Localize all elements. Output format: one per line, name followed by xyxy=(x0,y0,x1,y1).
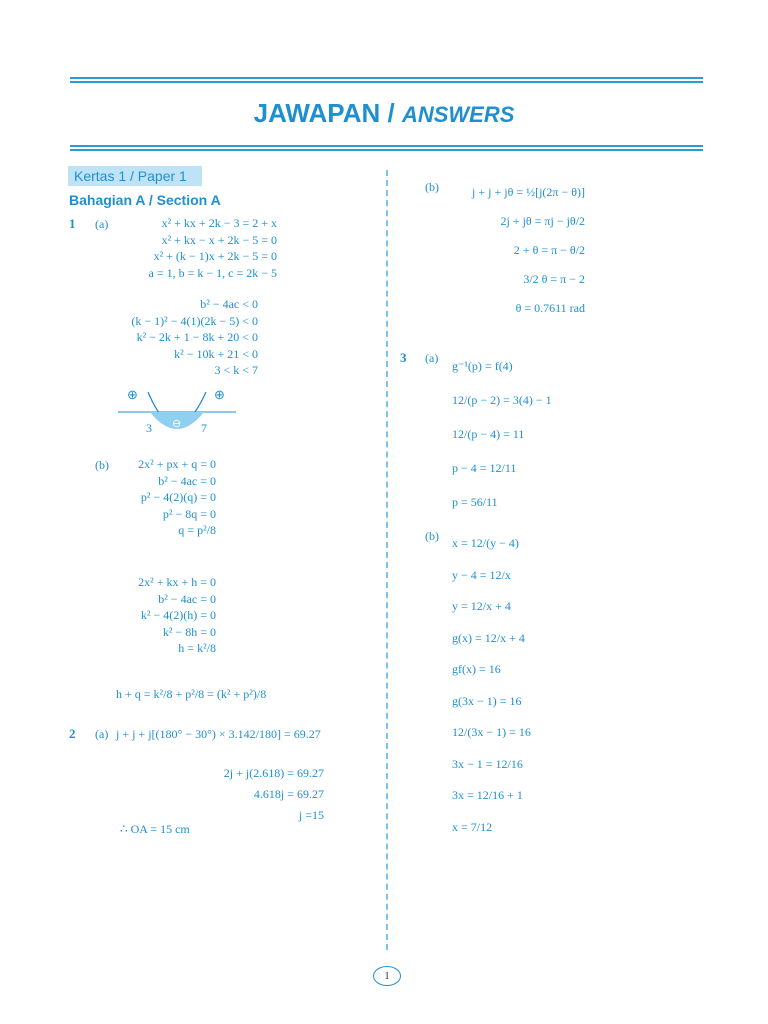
equation-line: g(x) = 12/x + 4 xyxy=(452,630,525,645)
equation-line: 2j + jθ = πj − jθ/2 xyxy=(500,214,585,228)
equation-line: b² − 4ac = 0 xyxy=(158,591,216,606)
q3-number: 3 xyxy=(400,350,407,365)
equation-line: j + j + jθ = ½[j(2π − θ)] xyxy=(472,185,585,199)
page-number: 1 xyxy=(373,966,401,986)
equation-line: k² − 4(2)(h) = 0 xyxy=(140,608,216,622)
top-rule-1 xyxy=(70,77,703,79)
equation-line: 12/(3x − 1) = 16 xyxy=(452,725,531,739)
q2a-label: (a) xyxy=(95,727,109,741)
equation-line: b² − 4ac = 0 xyxy=(158,473,216,488)
equation-line: 3 < k < 7 xyxy=(214,363,258,377)
q2b-label: (b) xyxy=(425,180,439,194)
equation-line: (k − 1)² − 4(1)(2k − 5) < 0 xyxy=(131,313,258,328)
column-divider xyxy=(386,170,388,950)
q1a-inequality-working xyxy=(112,296,258,379)
equation-line: x = 7/12 xyxy=(452,819,493,834)
equation-line: x² + kx − x + 2k − 5 = 0 xyxy=(161,232,277,247)
equation-line: θ = 0.7611 rad xyxy=(515,301,585,315)
page-title xyxy=(0,98,768,129)
q1a-working xyxy=(112,215,277,281)
q3b-working xyxy=(452,528,531,843)
equation-line: 2j + j(2.618) = 69.27 xyxy=(223,766,324,780)
q1a-label: (a) xyxy=(95,217,109,231)
equation-line: gf(x) = 16 xyxy=(452,662,501,676)
section-label: Bahagian A / Section A xyxy=(69,192,221,208)
equation-line: x² + (k − 1)x + 2k − 5 = 0 xyxy=(153,249,277,263)
q1b-final: h + q = k²/8 + p²/8 = (k² + p²)/8 xyxy=(116,687,267,701)
q1b-working-2 xyxy=(112,574,216,657)
equation-line: h = k²/8 xyxy=(178,641,216,655)
graph-plus-left: ⊕ xyxy=(127,387,138,402)
equation-line: x = 12/(y − 4) xyxy=(452,536,519,550)
equation-line: 12/(p − 2) = 3(4) − 1 xyxy=(452,393,552,407)
equation-line: k² − 8h = 0 xyxy=(162,624,216,639)
equation-line: k² − 2k + 1 − 8k + 20 < 0 xyxy=(136,330,258,344)
equation-line: q = p²/8 xyxy=(178,523,216,537)
equation-line: 4.618j = 69.27 xyxy=(253,787,324,801)
q3a-working xyxy=(452,349,552,519)
title-rule-2 xyxy=(70,149,703,151)
q2-number: 2 xyxy=(69,726,76,741)
equation-line: b² − 4ac < 0 xyxy=(200,297,258,311)
q1b-working xyxy=(112,456,216,539)
equation-line: p² − 4(2)(q) = 0 xyxy=(140,490,216,504)
title-rule-1 xyxy=(70,145,703,147)
title-main: JAWAPAN / xyxy=(253,98,402,128)
equation-line: p² − 8q = 0 xyxy=(162,506,216,521)
equation-line: y = 12/x + 4 xyxy=(452,599,511,613)
equation-line: p − 4 = 12/11 xyxy=(452,461,517,475)
equation-line: y − 4 = 12/x xyxy=(452,567,511,582)
q1b-label: (b) xyxy=(95,458,109,472)
equation-line: a = 1, b = k − 1, c = 2k − 5 xyxy=(148,265,277,280)
equation-line: j =15 xyxy=(298,808,324,822)
graph-root-3: 3 xyxy=(146,421,152,435)
q3b-label: (b) xyxy=(425,529,439,543)
equation-line: k² − 10k + 21 < 0 xyxy=(174,346,258,361)
q3a-label: (a) xyxy=(425,351,439,365)
equation-line: g⁻¹(p) = f(4) xyxy=(452,359,513,373)
equation-line: 2 + θ = π − θ/2 xyxy=(513,243,585,257)
top-rule-2 xyxy=(70,81,703,83)
graph-plus-right: ⊕ xyxy=(214,387,225,402)
paper-label: Kertas 1 / Paper 1 xyxy=(68,166,202,186)
equation-line: 3/2 θ = π − 2 xyxy=(523,272,585,286)
equation-line: 2x² + kx + h = 0 xyxy=(138,575,216,589)
equation-line: 3x = 12/16 + 1 xyxy=(452,788,523,802)
equation-line: p = 56/11 xyxy=(452,495,498,509)
equation-line: x² + kx + 2k − 3 = 2 + x xyxy=(161,216,277,230)
equation-line: 2x² + px + q = 0 xyxy=(138,457,216,471)
equation-line: 12/(p − 4) = 11 xyxy=(452,427,525,441)
equation-line: 3x − 1 = 12/16 xyxy=(452,756,523,771)
equation-line: g(3x − 1) = 16 xyxy=(452,693,522,708)
q2a-working xyxy=(112,763,324,826)
q2a-first-line: j + j + j[(180° − 30°) × 3.142/180] = 69.27 xyxy=(116,727,321,741)
graph-minus: ⊖ xyxy=(172,418,182,430)
graph-root-7: 7 xyxy=(201,421,207,435)
q2b-working xyxy=(440,178,585,323)
title-italic: ANSWERS xyxy=(401,102,515,127)
q1-number: 1 xyxy=(69,216,76,231)
q2a-therefore: ∴ OA = 15 cm xyxy=(120,822,190,836)
